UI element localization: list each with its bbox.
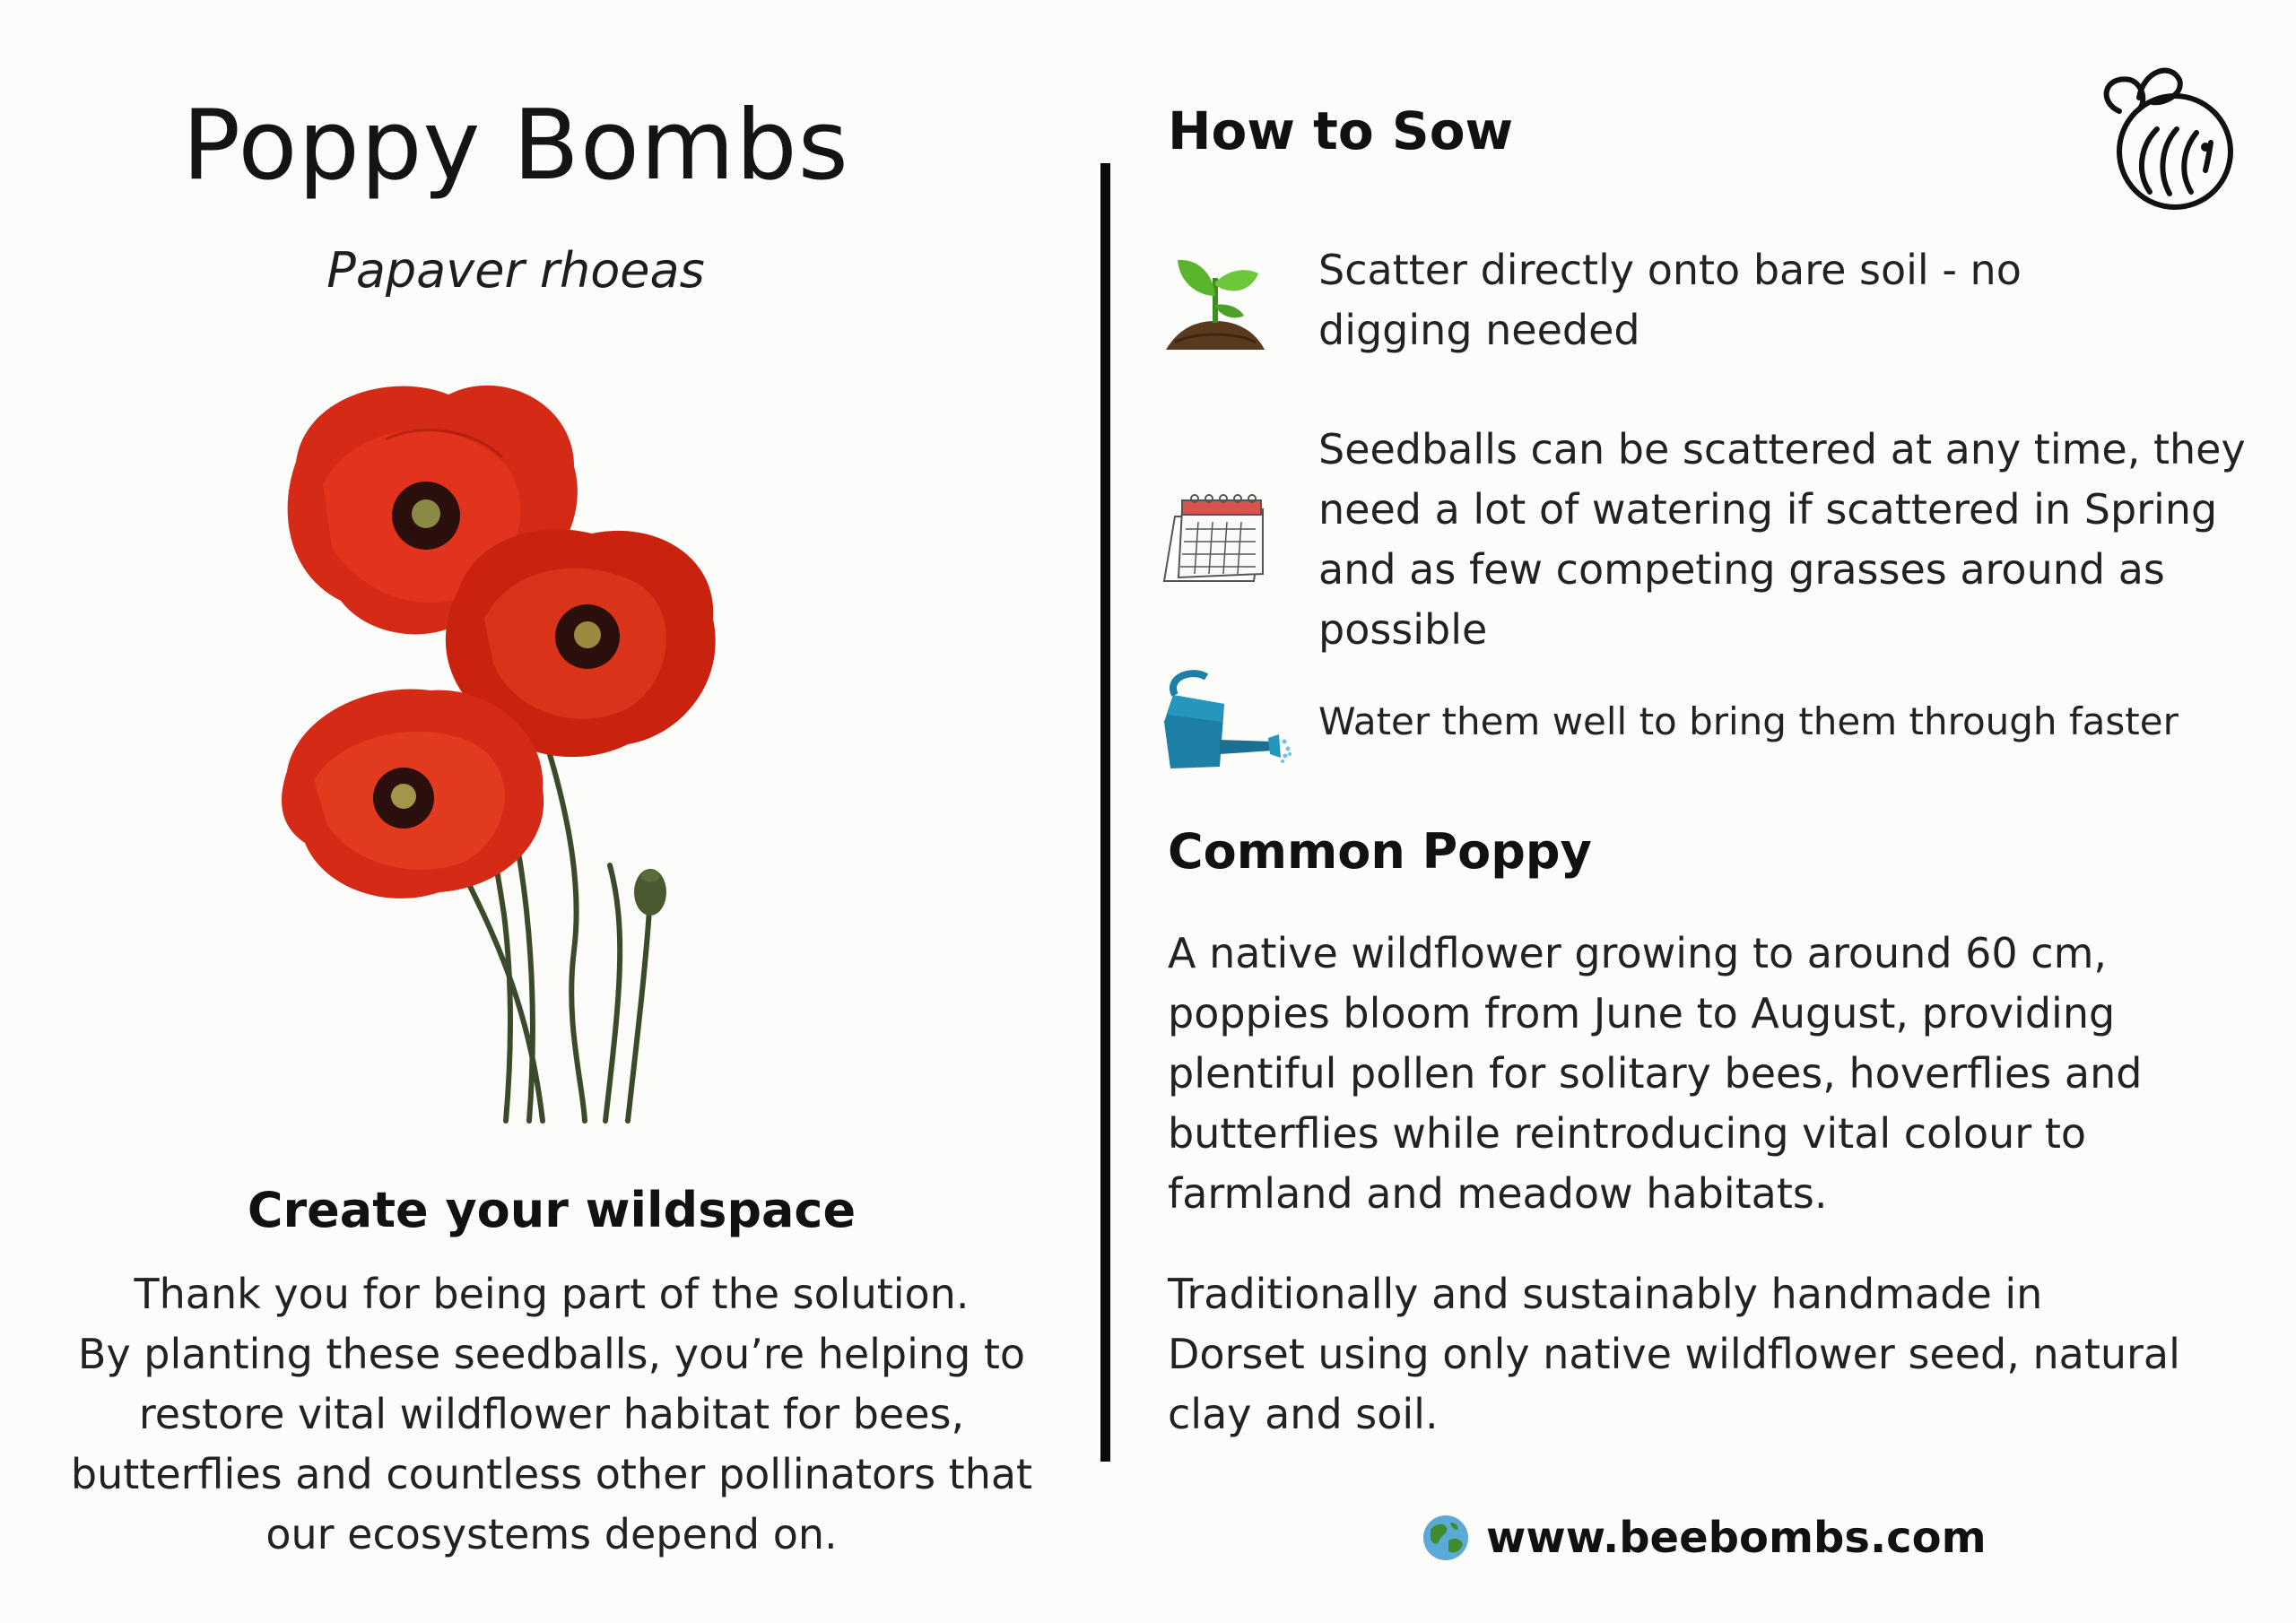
globe-icon [1422, 1514, 1470, 1562]
sow-step [1318, 420, 2296, 660]
sow-step-line: Water them well to bring them through faster [1318, 699, 2179, 743]
wildspace-line: butterflies and countless other pollinators that [70, 1450, 1033, 1498]
description-line: butterflies while reintroducing vital colour to [1168, 1109, 2087, 1158]
wildspace-body [27, 1264, 1076, 1565]
wildspace-line: By planting these seedballs, you’re helping to [77, 1330, 1026, 1378]
poppy-flowers-illustration [269, 377, 771, 1130]
sprout-icon [1161, 242, 1269, 359]
latin-name: Papaver rhoeas [326, 242, 705, 299]
page-title: Poppy Bombs [182, 90, 849, 202]
description-line: plentiful pollen for solitary bees, hoverflies and [1168, 1049, 2143, 1098]
sow-step [1318, 240, 2251, 360]
common-poppy-heading: Common Poppy [1168, 823, 1592, 880]
handmade-line: Dorset using only native wildflower seed, natural [1168, 1330, 2180, 1378]
description-line: poppies bloom from June to August, providing [1168, 989, 2116, 1037]
sow-step [1318, 695, 2269, 749]
sow-step-line: and as few competing grasses around as [1318, 545, 2165, 594]
wildspace-line: Thank you for being part of the solution. [134, 1270, 970, 1318]
sow-step-line: Seedballs can be scattered at any time, they [1318, 425, 2246, 473]
footer-website[interactable] [1422, 1506, 1987, 1569]
handmade-line: clay and soil. [1168, 1390, 1439, 1438]
handmade-note [1168, 1264, 2253, 1445]
sow-step-line: possible [1318, 605, 1488, 654]
bee-icon [2094, 57, 2238, 219]
description-line: farmland and meadow habitats. [1168, 1169, 1828, 1218]
column-divider [1100, 163, 1110, 1462]
sow-step-line: digging needed [1318, 306, 1640, 354]
sow-step-line: need a lot of watering if scattered in Spring [1318, 485, 2218, 534]
sow-step-line: Scatter directly onto bare soil - no [1318, 246, 2022, 294]
how-to-sow-heading: How to Sow [1168, 100, 1514, 161]
wildspace-heading: Create your wildspace [247, 1182, 857, 1238]
watering-can-icon [1157, 668, 1292, 780]
wildspace-line: our ecosystems depend on. [265, 1510, 838, 1558]
common-poppy-description [1168, 924, 2253, 1224]
calendar-icon [1157, 491, 1272, 590]
handmade-line: Traditionally and sustainably handmade in [1168, 1270, 2043, 1318]
website-link[interactable]: www.beebombs.com [1486, 1513, 1987, 1563]
description-line: A native wildflower growing to around 60 cm, [1168, 929, 2108, 977]
wildspace-line: restore vital wildflower habitat for bees, [138, 1390, 965, 1438]
